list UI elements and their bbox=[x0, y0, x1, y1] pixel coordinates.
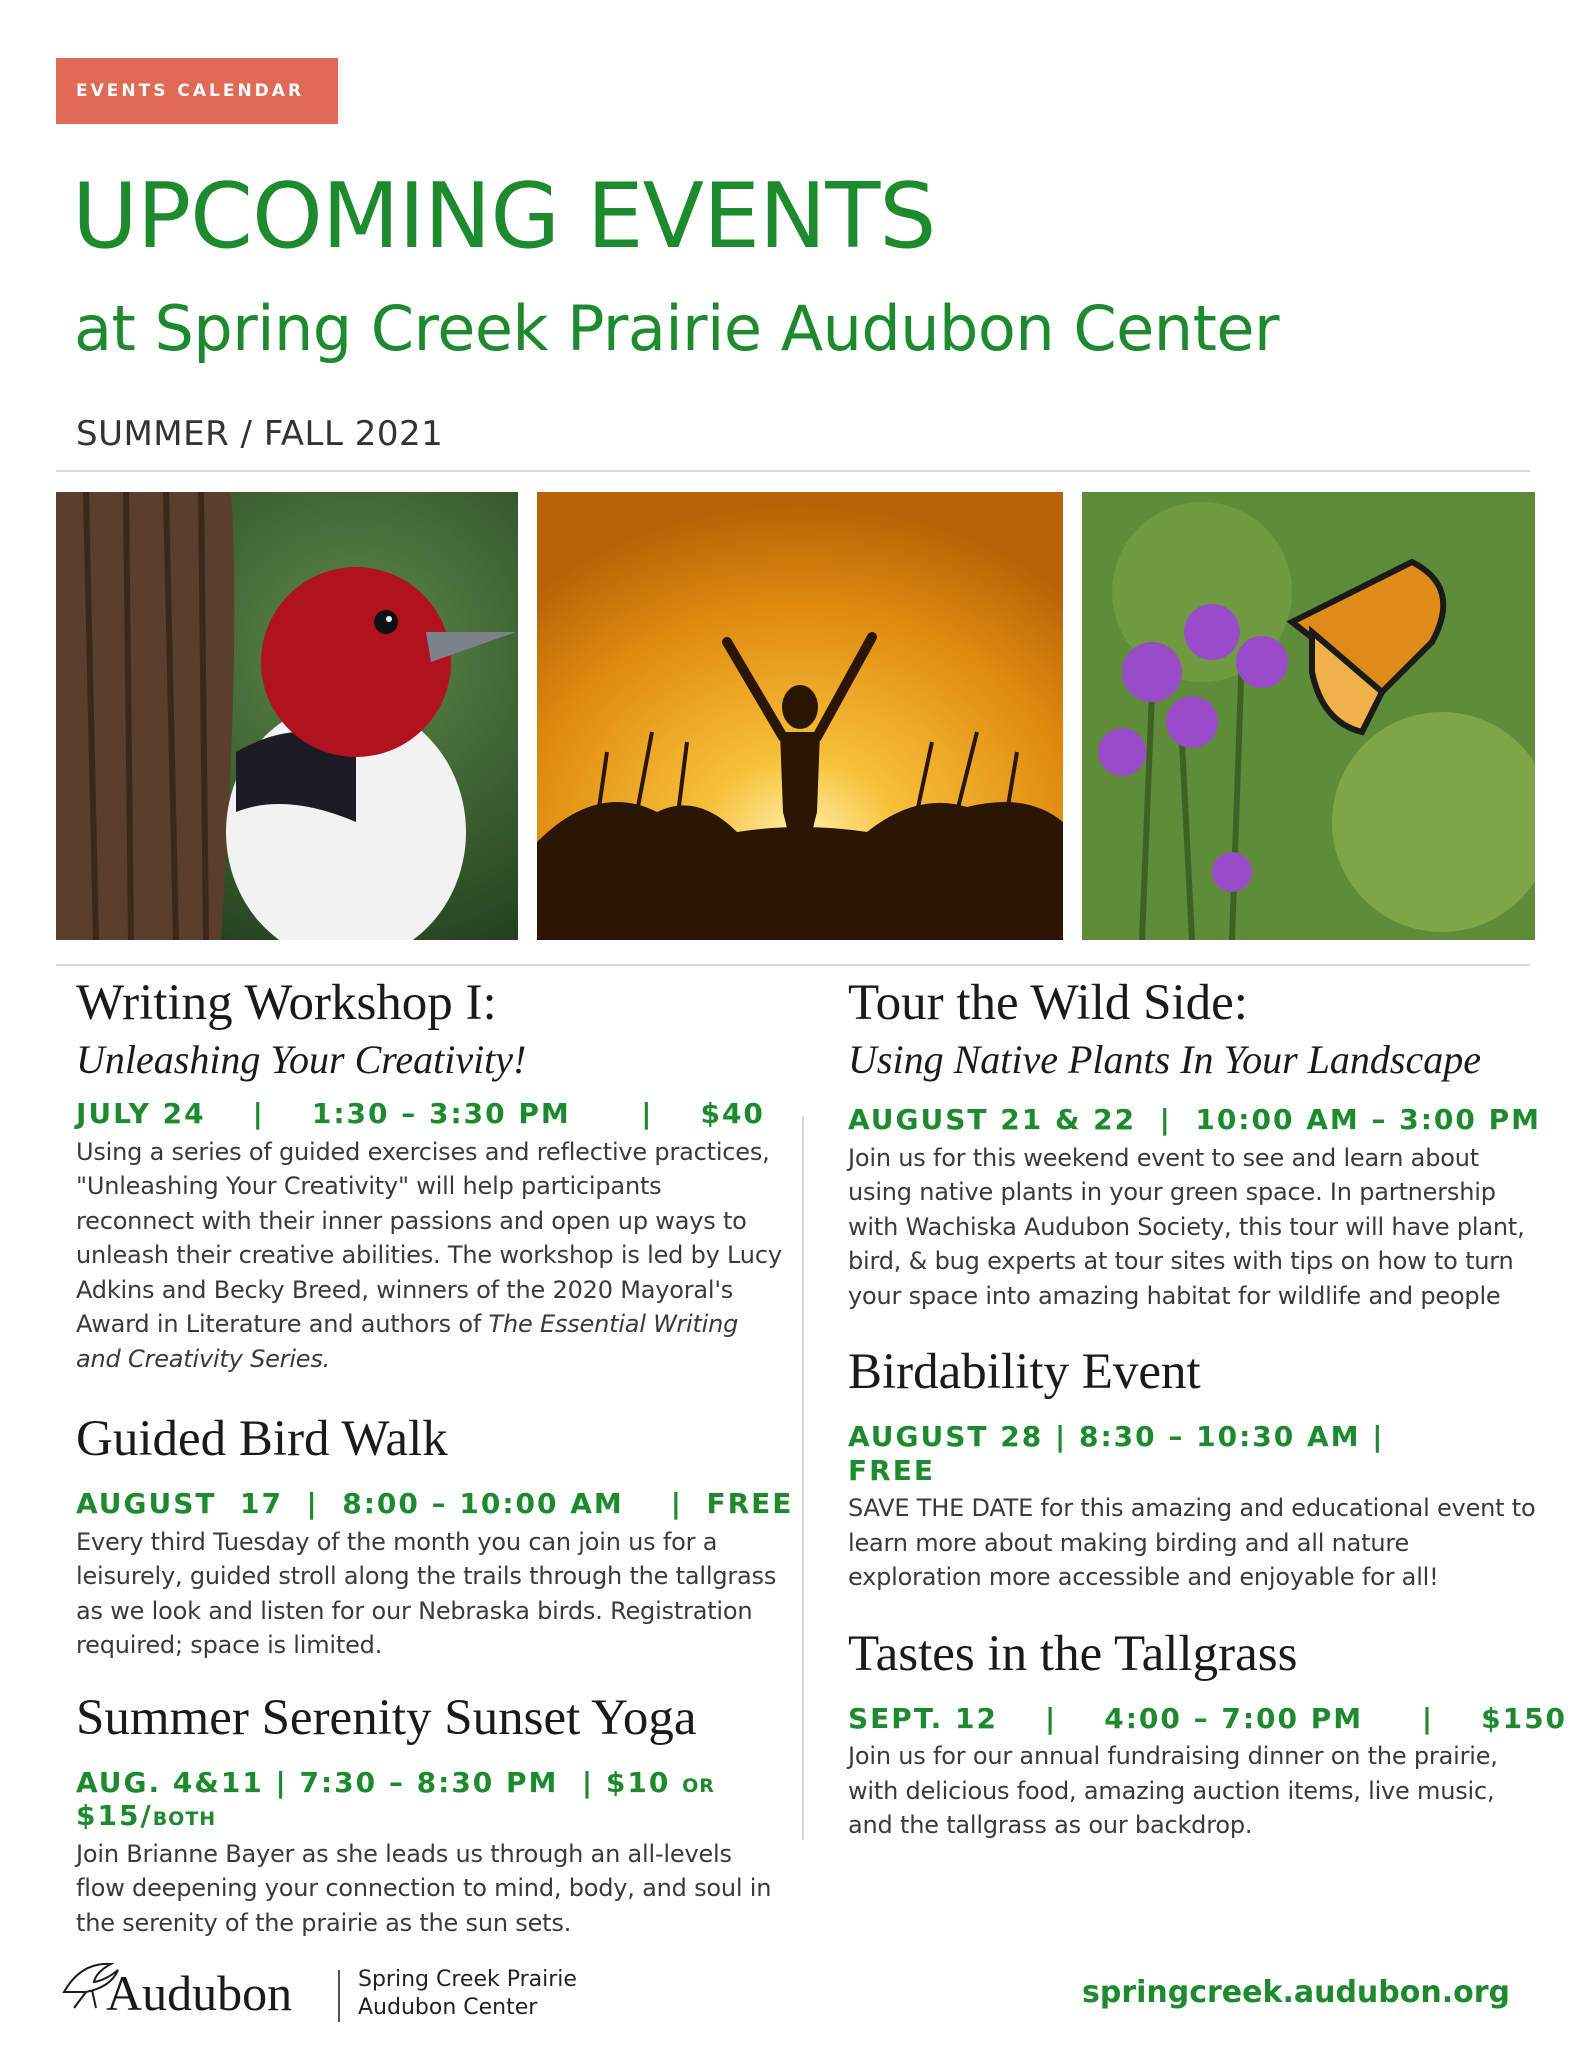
header-divider bbox=[56, 470, 1530, 472]
website-link[interactable]: springcreek.audubon.org bbox=[1081, 1975, 1510, 2010]
event-title: Birdability Event bbox=[848, 1344, 1201, 1401]
photos-divider bbox=[56, 964, 1530, 966]
event-tour-wild-side bbox=[848, 975, 1542, 1313]
event-description: Every third Tuesday of the month you can join us for a leisurely, guided stroll along the trails through the tallgrass as we look and listen for our Nebraska birds. Registration required; space is limited. bbox=[76, 1527, 777, 1660]
logo-separator bbox=[338, 1970, 340, 2022]
left-events-column bbox=[76, 975, 794, 1940]
woodpecker-photo bbox=[56, 492, 518, 940]
event-meta: AUGUST 21 & 22 | 10:00 AM – 3:00 PM bbox=[848, 1103, 1542, 1136]
audubon-wordmark: Audubon bbox=[106, 1965, 293, 2021]
column-divider bbox=[802, 1116, 804, 1840]
page-subtitle: at Spring Creek Prairie Audubon Center bbox=[74, 292, 1280, 365]
event-guided-bird-walk bbox=[76, 1411, 794, 1663]
event-title: Tour the Wild Side: bbox=[848, 975, 1248, 1031]
event-tastes-tallgrass bbox=[848, 1625, 1568, 1843]
event-description: Using a series of guided exercises and reflective practices, "Unleashing Your Creativity" will help participants reconnect with their inner passions and open up ways to unleash their creative abilities. The workshop is led by Lucy Adkins and Becky Breed, winners of the 2020 Mayoral's Award in Literature and authors of The Essential Writing and Creativity Series. bbox=[76, 1137, 782, 1373]
event-description: Join us for this weekend event to see and learn about using native plants in your green space. In partnership with Wachiska Audubon Society, this tour will have plant, bird, & bug experts at tour sites with tips on how to turn your space into amazing habitat for wildlife and people bbox=[848, 1143, 1525, 1310]
event-title: Guided Bird Walk bbox=[76, 1411, 448, 1468]
event-meta: AUGUST 17 | 8:00 – 10:00 AM | FREE bbox=[76, 1487, 794, 1521]
monarch-butterfly-photo bbox=[1082, 492, 1535, 940]
event-description: SAVE THE DATE for this amazing and educational event to learn more about making birding and all nature exploration more accessible and enjoyable for all! bbox=[848, 1494, 1536, 1592]
event-meta: AUGUST 28 | 8:30 – 10:30 AM | FREE bbox=[848, 1420, 1385, 1487]
event-meta: SEPT. 12 | 4:00 – 7:00 PM | $150 bbox=[848, 1701, 1568, 1735]
event-sunset-yoga bbox=[76, 1689, 786, 1941]
event-birdability bbox=[848, 1344, 1538, 1595]
event-writing-workshop bbox=[76, 975, 786, 1376]
event-meta: AUG. 4&11 | 7:30 – 8:30 PM | $10 OR $15/BOTH bbox=[76, 1765, 715, 1833]
event-title: Summer Serenity Sunset Yoga bbox=[76, 1689, 697, 1746]
event-title: Tastes in the Tallgrass bbox=[848, 1625, 1298, 1682]
event-title: Writing Workshop I: bbox=[76, 975, 497, 1031]
season-label: SUMMER / FALL 2021 bbox=[76, 414, 444, 454]
center-name: Spring Creek Prairie Audubon Center bbox=[358, 1967, 577, 2020]
event-meta: JULY 24 | 1:30 – 3:30 PM | $40 bbox=[76, 1097, 765, 1130]
right-events-column bbox=[848, 975, 1568, 1843]
event-description: Join Brianne Bayer as she leads us through an all-levels flow deepening your connection to mind, body, and soul in the serenity of the prairie as the sun sets. bbox=[76, 1839, 772, 1937]
event-subtitle: Using Native Plants In Your Landscape bbox=[848, 1037, 1481, 1082]
event-description: Join us for our annual fundraising dinner on the prairie, with delicious food, amazing auction items, live music, and the tallgrass as our backdrop. bbox=[848, 1742, 1498, 1840]
sunset-silhouette-photo bbox=[537, 492, 1063, 940]
page-title: UPCOMING EVENTS bbox=[72, 164, 936, 269]
events-calendar-badge: EVENTS CALENDAR bbox=[56, 58, 338, 124]
event-subtitle: Unleashing Your Creativity! bbox=[76, 1037, 527, 1082]
audubon-logo bbox=[56, 1952, 596, 2034]
